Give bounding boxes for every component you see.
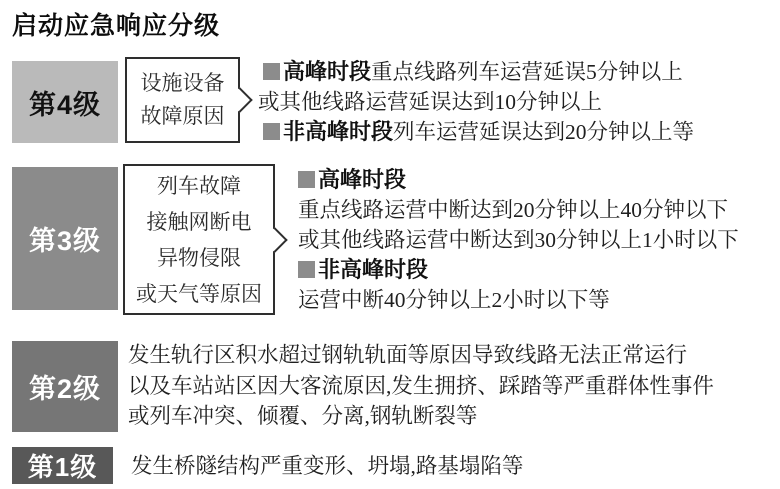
criteria-line (298, 255, 739, 286)
criteria-text: 或其他线路运营中断达到30分钟以上1小时以下 (298, 227, 739, 252)
cause-line: 故障原因 (140, 104, 225, 128)
level-4-badge: 第4级 (12, 61, 118, 143)
cause-line: 异物侵限 (157, 245, 241, 270)
period-label: 非高峰时段 (283, 119, 394, 144)
period-label: 高峰时段 (318, 167, 407, 192)
description-line: 发生桥隧结构严重变形、坍塌,路基塌陷等 (131, 454, 524, 478)
level-1-badge: 第1级 (12, 447, 113, 484)
criteria-line (298, 196, 739, 226)
criteria-text: 列车运营延误达到20分钟以上等 (393, 120, 695, 144)
criteria-text: 运营中断40分钟以上2小时以下等 (298, 288, 610, 313)
bullet-square-icon (298, 261, 315, 278)
page-title: 启动应急响应分级 (12, 12, 221, 40)
cause-line: 列车故障 (157, 173, 241, 198)
level-3-criteria (298, 165, 739, 316)
level-3-cause-callout (123, 164, 275, 315)
description-line: 以及车站站区因大客流原因,发生拥挤、踩踏等严重群体性事件 (128, 373, 714, 398)
criteria-line (258, 87, 694, 117)
level-3-badge: 第3级 (12, 167, 118, 310)
cause-line: 或天气等原因 (136, 281, 262, 306)
period-label: 高峰时段 (283, 59, 372, 84)
bullet-square-icon (298, 171, 315, 188)
criteria-text: 重点线路列车运营延误5分钟以上 (371, 60, 683, 84)
callout-pointer-icon (262, 227, 287, 252)
period-label: 非高峰时段 (318, 257, 429, 283)
level-1-description (131, 451, 523, 482)
level-2-description (128, 340, 714, 432)
criteria-line (263, 117, 694, 147)
description-line: 或列车冲突、倾覆、分离,钢轨断裂等 (128, 404, 478, 428)
criteria-text: 重点线路运营中断达到20分钟以上40分钟以下 (298, 197, 729, 222)
callout-pointer-icon (227, 87, 252, 112)
bullet-square-icon (263, 63, 280, 80)
cause-line: 设施设备 (140, 71, 225, 95)
cause-line: 接触网断电 (146, 209, 252, 234)
criteria-line (263, 57, 694, 87)
criteria-line (298, 226, 739, 256)
bullet-square-icon (263, 123, 280, 140)
level-2-badge: 第2级 (12, 341, 118, 432)
description-line: 发生轨行区积水超过钢轨轨面等原因导致线路无法正常运行 (128, 343, 688, 367)
criteria-line (298, 286, 739, 316)
criteria-line (298, 165, 739, 196)
level-4-criteria (258, 57, 695, 147)
level-4-cause-callout (125, 57, 240, 143)
criteria-text: 或其他线路运营延误达到10分钟以上 (258, 90, 603, 114)
